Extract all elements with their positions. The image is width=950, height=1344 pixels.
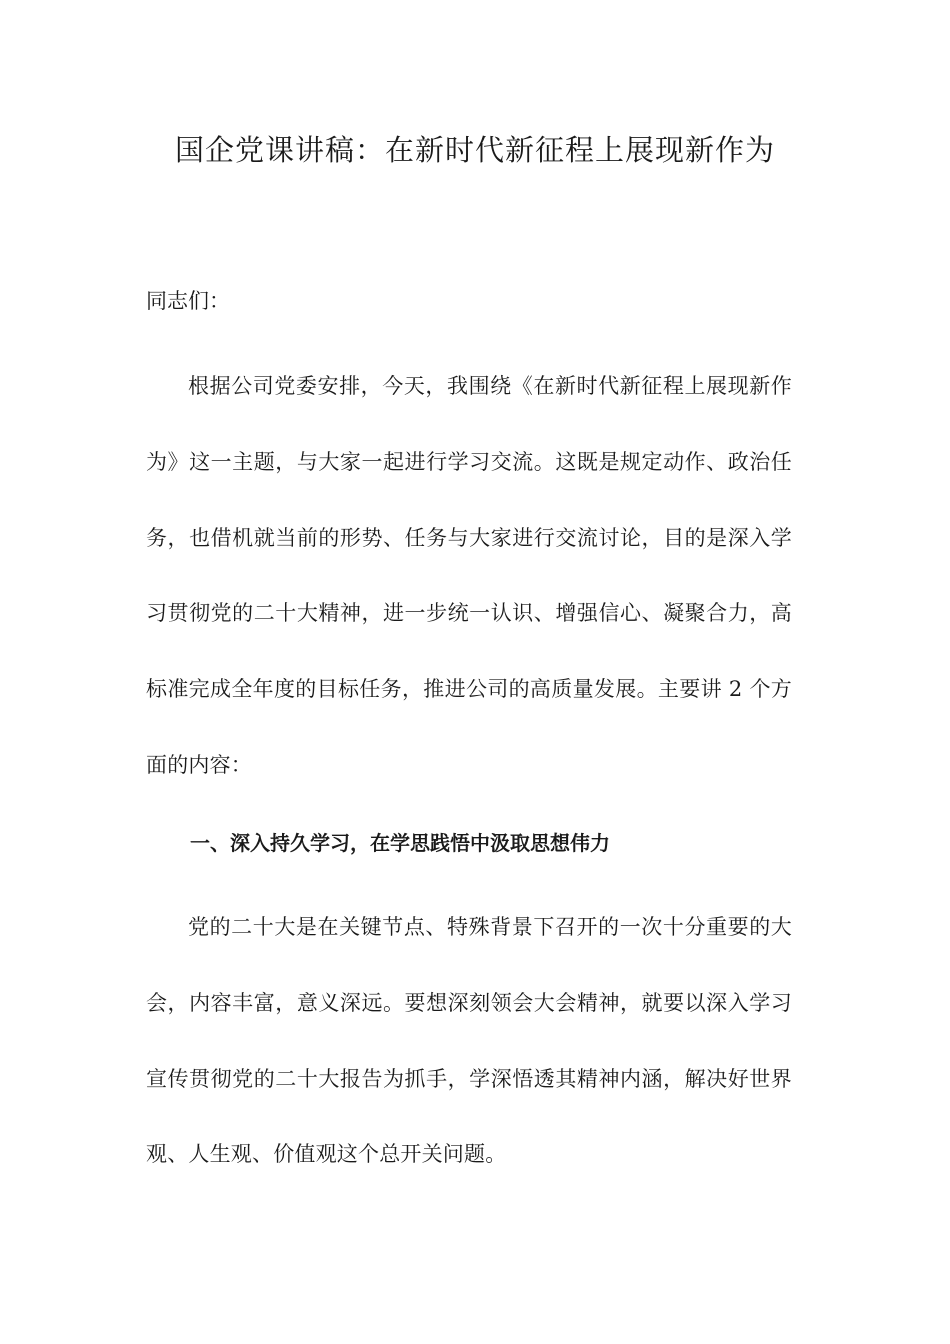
page-title: 国企党课讲稿：在新时代新征程上展现新作为 xyxy=(174,133,775,167)
section-heading-1: 一、深入持久学习，在学思践悟中汲取思想伟力 xyxy=(190,831,610,855)
salutation: 同志们： xyxy=(146,289,230,313)
paragraph-section-1: 党的二十大是在关键节点、特殊背景下召开的一次十分重要的大会，内容丰富，意义深远。要想深刻领会大会精神，就要以深入学习宣传贯彻党的二十大报告为抓手，学深悟透其精神内涵，解决好世界观、人生观、价值观这个总开关问题。 xyxy=(146,915,792,1167)
paragraph-intro: 根据公司党委安排，今天，我围绕《在新时代新征程上展现新作为》这一主题，与大家一起进行学习交流。这既是规定动作、政治任务，也借机就当前的形势、任务与大家进行交流讨论，目的是深入学习贯彻党的二十大精神，进一步统一认识、增强信心、凝聚合力，高标准完成全年度的目标任务，推进公司的高质量发展。主要讲 2 个方面的内容： xyxy=(146,374,792,777)
